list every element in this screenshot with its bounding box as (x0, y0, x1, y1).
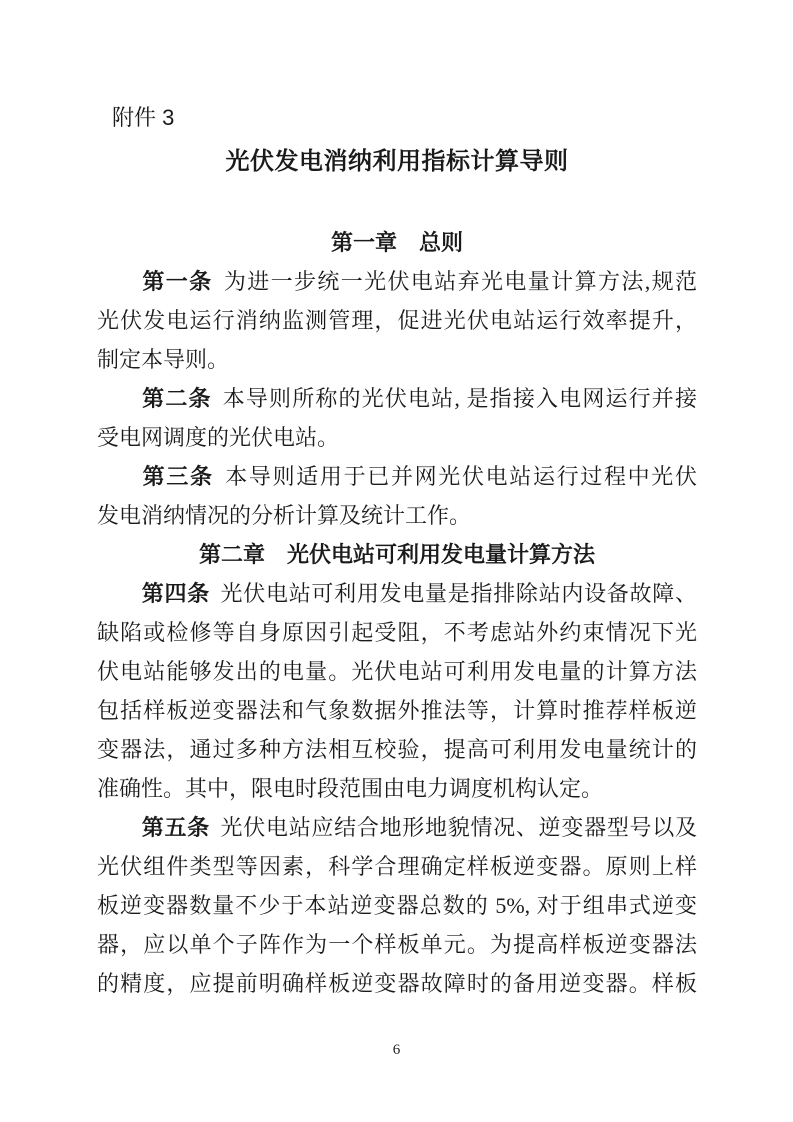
text-line: 受电网调度的光伏电站。 (97, 425, 340, 450)
page-footer (0, 1041, 793, 1059)
article-number: 第三条 (141, 464, 214, 489)
text-line: 变器法，通过多种方法相互校验，提高可利用发电量统计的 (97, 737, 697, 762)
article-number: 第四条 (141, 581, 210, 606)
article-paragraph (97, 457, 697, 535)
document-body (97, 223, 697, 1003)
page-number: 6 (392, 1042, 401, 1058)
text-line: 第三条 本导则适用于已并网光伏电站运行过程中光伏 (141, 464, 697, 489)
article-number: 第五条 (141, 815, 210, 840)
text-line: 制定本导则。 (97, 347, 230, 372)
text-line: 第五条 光伏电站应结合地形地貌情况、逆变器型号以及 (141, 815, 697, 840)
text-line: 第二条 本导则所称的光伏电站, 是指接入电网运行并接 (141, 386, 697, 411)
text-line: 光伏组件类型等因素，科学合理确定样板逆变器。原则上样 (97, 854, 697, 879)
text-line: 准确性。其中，限电时段范围由电力调度机构认定。 (97, 776, 604, 801)
document-title: 光伏发电消纳利用指标计算导则 (225, 148, 569, 175)
chapter-heading: 第一章 总则 (330, 230, 463, 255)
attachment-label: 附件 3 (112, 105, 175, 130)
text-line: 发电消纳情况的分析计算及统计工作。 (97, 503, 472, 528)
text-line: 缺陷或检修等自身原因引起受阻，不考虑站外约束情况下光 (97, 620, 697, 645)
article-paragraph (97, 808, 697, 1003)
article-paragraph (97, 379, 697, 457)
text-line: 板逆变器数量不少于本站逆变器总数的 5%, 对于组串式逆变 (97, 893, 697, 918)
text-line: 伏电站能够发出的电量。光伏电站可利用发电量的计算方法 (97, 659, 697, 684)
text-line: 光伏发电运行消纳监测管理，促进光伏电站运行效率提升， (97, 308, 697, 333)
text-line: 包括样板逆变器法和气象数据外推法等，计算时推荐样板逆 (97, 698, 697, 723)
article-paragraph (97, 262, 697, 379)
article-number: 第一条 (141, 269, 213, 294)
text-line: 器，应以单个子阵作为一个样板单元。为提高样板逆变器法 (97, 932, 697, 957)
text-line: 第一条 为进一步统一光伏电站弃光电量计算方法,规范 (141, 269, 697, 294)
text-line: 第四条 光伏电站可利用发电量是指排除站内设备故障、 (141, 581, 697, 606)
chapter-heading: 第二章 光伏电站可利用发电量计算方法 (198, 542, 595, 567)
text-line: 的精度，应提前明确样板逆变器故障时的备用逆变器。样板 (97, 971, 697, 996)
article-number: 第二条 (141, 386, 212, 411)
article-paragraph (97, 574, 697, 808)
